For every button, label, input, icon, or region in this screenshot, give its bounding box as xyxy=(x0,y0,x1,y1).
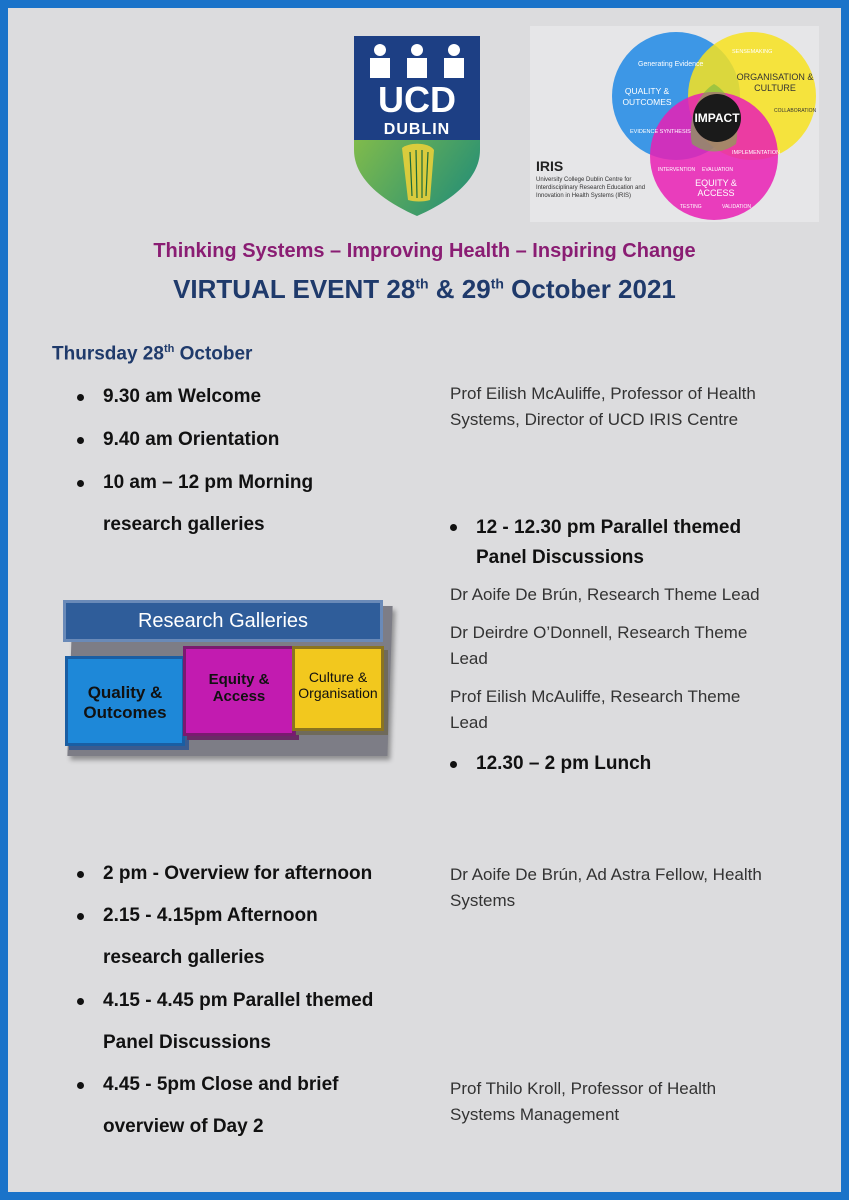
gallery-culture-line1: Culture & xyxy=(308,669,368,685)
gallery-culture xyxy=(292,646,384,731)
bullet-dot xyxy=(77,1082,84,1089)
item-orientation xyxy=(103,428,279,452)
item-lunch xyxy=(476,752,651,776)
gallery-equity xyxy=(183,646,295,736)
venn-quality: QUALITY & OUTCOMES xyxy=(622,86,672,107)
speaker-line: Prof Eilish McAuliffe, Research Theme xyxy=(450,687,741,706)
venn-equity: EQUITY & ACCESS xyxy=(695,178,737,198)
gallery-equity-line1: Equity & xyxy=(208,671,270,688)
iris-desc-line2: Interdisciplinary Research Education and xyxy=(536,185,646,191)
item-text: 4.15 - 4.45 pm Parallel themed xyxy=(103,990,374,1011)
iris-name: IRIS xyxy=(536,158,564,174)
item-morning-cont: research galleries xyxy=(103,514,265,535)
bullet-dot xyxy=(77,437,84,444)
tagline: Thinking Systems – Improving Health – Inspiring Change xyxy=(153,240,696,262)
speaker-4 xyxy=(450,684,740,736)
speaker-line: Prof Thilo Kroll, Professor of Health xyxy=(450,1079,717,1098)
speaker-3 xyxy=(450,620,747,672)
venn-evaluation: EVALUATION xyxy=(702,167,733,173)
item-text: 9.30 am Welcome xyxy=(103,386,262,407)
item-close-cont: overview of Day 2 xyxy=(103,1116,264,1137)
gallery-quality-line1: Quality & xyxy=(87,683,163,702)
galleries-header-text: Research Galleries xyxy=(137,610,309,632)
title-part-c: October 2021 xyxy=(503,274,676,304)
speaker-6 xyxy=(450,1076,716,1128)
event-title xyxy=(0,274,849,305)
gallery-equity-line2: Access xyxy=(212,688,266,705)
galleries-header xyxy=(63,600,383,642)
gallery-quality xyxy=(65,656,185,746)
bullet-dot xyxy=(77,871,84,878)
bullet-dot xyxy=(77,913,84,920)
item-text: 2 pm - Overview for afternoon xyxy=(103,863,373,884)
bullet-dot xyxy=(450,761,457,768)
venn-validation: VALIDATION xyxy=(722,204,751,210)
venn-synthesis: EVIDENCE SYNTHESIS xyxy=(630,129,691,135)
day-sup: th xyxy=(163,343,175,355)
speaker-5 xyxy=(450,862,762,914)
venn-testing: TESTING xyxy=(680,204,702,210)
speaker-1 xyxy=(450,381,756,433)
venn-generating: Generating Evidence xyxy=(638,61,704,68)
item-overview xyxy=(103,862,372,886)
bullet-dot xyxy=(77,394,84,401)
speaker-line: Systems, Director of UCD IRIS Centre xyxy=(450,410,739,429)
item-text: 12 - 12.30 pm Parallel themed xyxy=(476,517,742,538)
speaker-line: Lead xyxy=(450,713,488,732)
speaker-line: Systems xyxy=(450,891,516,910)
venn-sensemaking: SENSEMAKING xyxy=(732,49,773,55)
title-part-a: VIRTUAL EVENT 28 xyxy=(173,274,416,304)
speaker-line: Dr Deirdre O’Donnell, Research Theme xyxy=(450,623,748,642)
item-text: 10 am – 12 pm Morning xyxy=(103,472,314,493)
venn-intervention: INTERVENTION xyxy=(658,167,696,173)
bullet-dot xyxy=(77,998,84,1005)
item-text: 2.15 - 4.15pm Afternoon xyxy=(103,905,318,926)
item-panel xyxy=(476,513,741,573)
gallery-quality-line2: Outcomes xyxy=(83,703,167,722)
title-part-b: & 29 xyxy=(428,274,491,304)
title-sup2: th xyxy=(490,275,504,292)
day-a: Thursday 28 xyxy=(52,343,164,365)
item-text-cont: Panel Discussions xyxy=(476,547,644,568)
item-text: 12.30 – 2 pm Lunch xyxy=(476,753,652,774)
speaker-line: Lead xyxy=(450,649,488,668)
item-panel2-cont: Panel Discussions xyxy=(103,1032,271,1053)
title-sup1: th xyxy=(415,275,429,292)
venn-collaboration: COLLABORATION xyxy=(774,108,817,114)
gallery-culture-line2: Organisation xyxy=(298,685,378,701)
speaker-line: Prof Eilish McAuliffe, Professor of Health xyxy=(450,384,756,403)
venn-implementation: IMPLEMENTATION xyxy=(732,150,781,156)
iris-desc-line1: University College Dublin Centre for xyxy=(536,177,632,183)
day-heading xyxy=(52,343,252,365)
item-welcome xyxy=(103,385,261,409)
item-text: 4.45 - 5pm Close and brief xyxy=(103,1074,339,1095)
ucd-logo-subtext: DUBLIN xyxy=(383,121,451,138)
speaker-line: Systems Management xyxy=(450,1105,620,1124)
day-b: October xyxy=(174,343,253,365)
item-close xyxy=(103,1073,338,1097)
iris-description xyxy=(536,176,666,200)
item-afternoon xyxy=(103,904,318,928)
ucd-logo-text: UCD xyxy=(378,79,456,120)
ucd-logo xyxy=(354,30,480,216)
item-panel2 xyxy=(103,989,373,1013)
venn-impact: IMPACT xyxy=(694,111,740,125)
speaker-line: Dr Aoife De Brún, Ad Astra Fellow, Health xyxy=(450,865,762,884)
item-text: 9.40 am Orientation xyxy=(103,429,280,450)
item-morning xyxy=(103,471,313,495)
speaker-2: Dr Aoife De Brún, Research Theme Lead xyxy=(450,585,760,604)
iris-desc-line3: Innovation in Health Systems (IRIS) xyxy=(536,193,632,199)
bullet-dot xyxy=(450,524,457,531)
bullet-dot xyxy=(77,480,84,487)
venn-organisation: ORGANISATION & CULTURE xyxy=(736,72,814,93)
item-afternoon-cont: research galleries xyxy=(103,947,265,968)
